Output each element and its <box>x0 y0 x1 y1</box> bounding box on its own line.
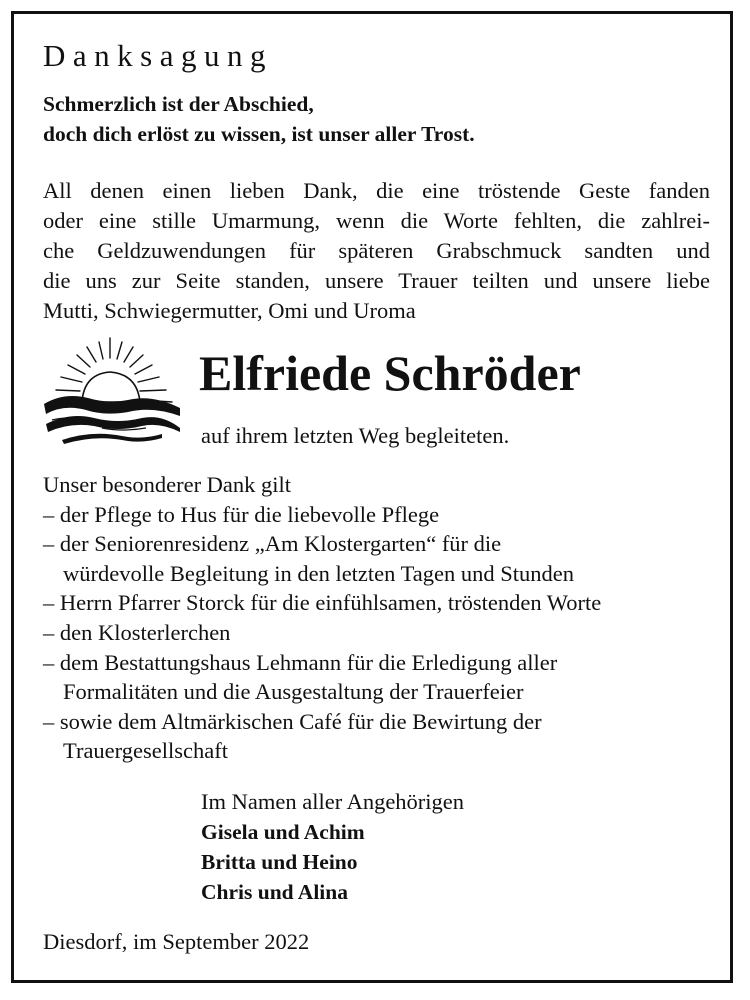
paragraph-line: Mutti, Schwiegermutter, Omi und Uroma <box>43 298 416 323</box>
thanks-line: – der Pflege to Hus für die liebevolle Pflege <box>43 501 440 527</box>
signature-block <box>201 787 464 907</box>
thanks-line: Formalitäten und die Ausgestaltung der Trauerfeier <box>63 679 524 705</box>
paragraph-line: oder eine stille Umarmung, wenn die Worte fehlten, die zahlrei- <box>43 208 710 233</box>
thanks-intro: Unser besonderer Dank gilt <box>43 472 292 497</box>
thanks-line: würdevolle Begleitung in den letzten Tagen und Stunden <box>63 560 575 586</box>
thanks-line: – Herrn Pfarrer Storck für die einfühlsamen, tröstenden Worte <box>43 590 602 616</box>
motto <box>43 89 475 149</box>
paragraph-line: All denen einen lieben Dank, die eine tröstende Geste fanden <box>43 178 710 203</box>
motto-line: Schmerzlich ist der Abschied, <box>43 92 314 116</box>
notice-heading: Danksagung <box>43 38 273 73</box>
place-and-date: Diesdorf, im September 2022 <box>43 929 310 954</box>
deceased-name: Elfriede Schröder <box>199 345 581 401</box>
sunset-hills-icon <box>42 336 184 444</box>
paragraph-line: die uns zur Seite standen, unsere Trauer teilten und unsere liebe <box>43 268 710 293</box>
signature-name: Chris und Alina <box>201 880 348 904</box>
signature-intro: Im Namen aller Angehörigen <box>201 789 465 814</box>
motto-line: doch dich erlöst zu wissen, ist unser aller Trost. <box>43 122 475 146</box>
thanks-line: – sowie dem Altmärkischen Café für die Bewirtung der <box>43 708 542 734</box>
thanks-line: Trauergesellschaft <box>63 738 228 764</box>
thanks-line: – der Seniorenresidenz „Am Klostergarten“ für die <box>43 531 502 557</box>
thanks-line: – den Klosterlerchen <box>43 619 231 645</box>
after-name-text: auf ihrem letzten Weg begleiteten. <box>201 423 510 448</box>
special-thanks <box>43 470 601 766</box>
thank-you-paragraph <box>43 176 710 326</box>
signature-name: Britta und Heino <box>201 850 358 874</box>
thanks-line: – dem Bestattungshaus Lehmann für die Erledigung aller <box>43 649 558 675</box>
paragraph-line: che Geldzuwendungen für späteren Grabschmuck sandten und <box>43 238 710 263</box>
signature-name: Gisela und Achim <box>201 820 365 844</box>
